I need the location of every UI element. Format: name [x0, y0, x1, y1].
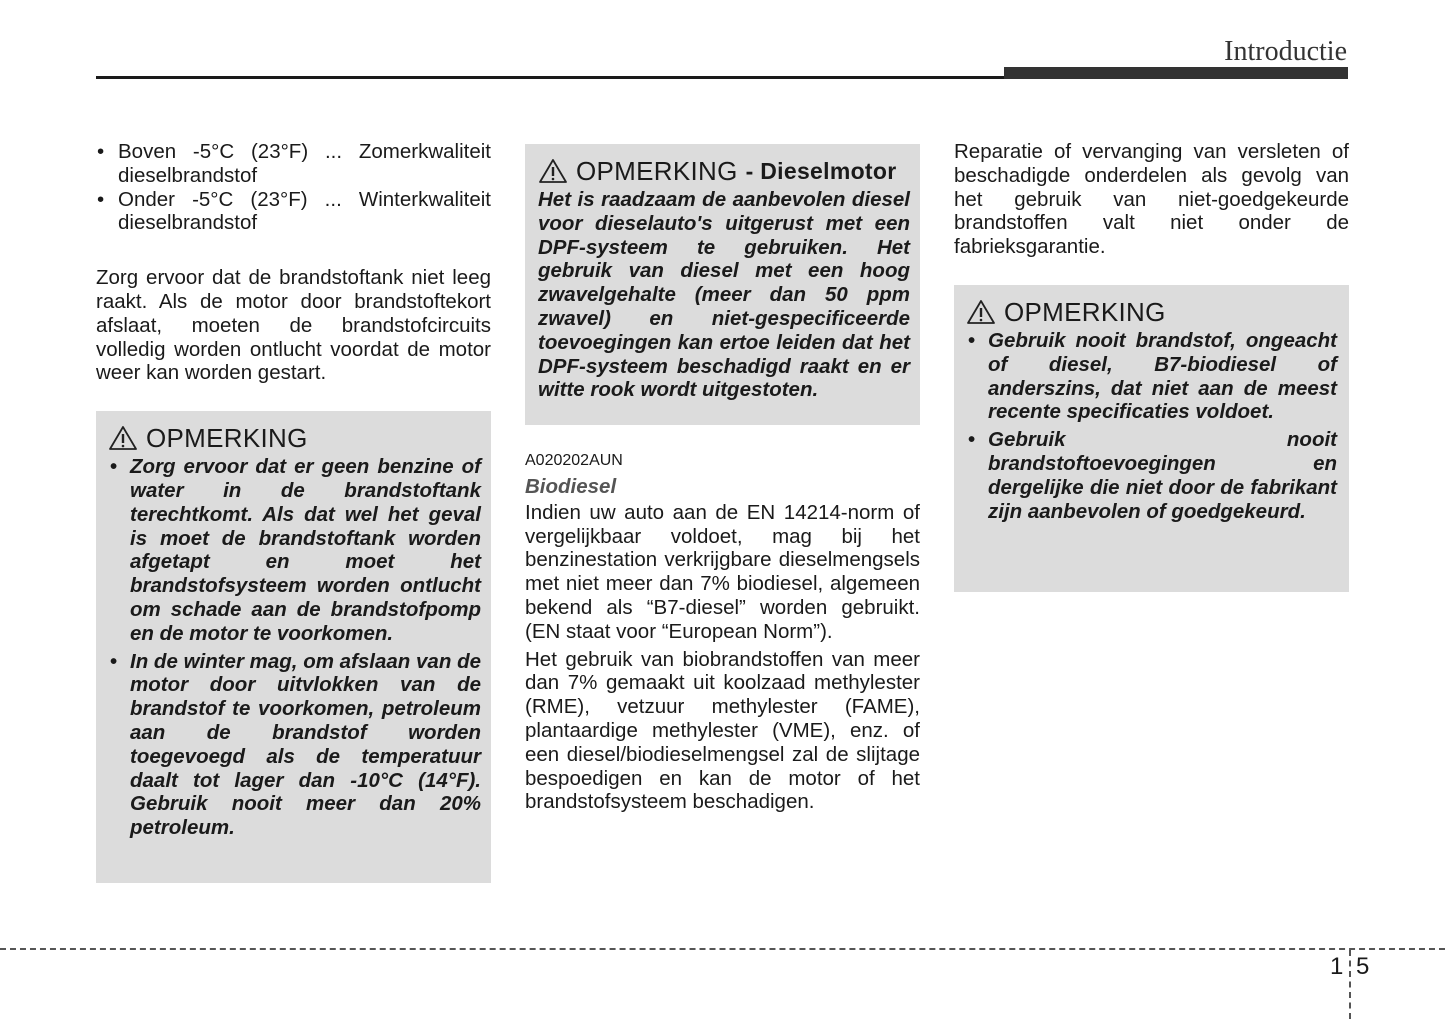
fuel-grade-list [96, 140, 491, 235]
warning-note-diesel [525, 144, 920, 425]
note-body [966, 329, 1337, 523]
note-body [108, 455, 481, 840]
section-code: A020202AUN [525, 452, 623, 469]
note-item: • Gebruik nooit brandstof, ongeacht of diesel, B7-biodiesel of anderszins, dat niet aan de meest recente specificaties voldoet. [966, 329, 1337, 424]
header-rule [96, 76, 1006, 79]
biodiesel-paragraph-1: Indien uw auto aan de EN 14214-norm of vergelijkbaar voldoet, mag bij het benzinestation verkrijgbare dieselmengsels met niet meer dan 7% biodiesel, algemeen bekend als “B7-diesel” worden gebruikt. (EN staat voor “European Norm”). [525, 500, 920, 643]
note-heading [538, 156, 910, 186]
list-item: • Boven -5°C (23°F) ... Zomerkwaliteit dieselbrandstof [96, 140, 491, 188]
note-title: OPMERKING [1004, 296, 1166, 327]
warning-triangle-icon [966, 299, 996, 325]
note-text: Het is raadzaam de aanbevolen diesel voor dieselauto's uitgerust met een DPF-systeem te gebruiken. Het gebruik van diesel met een hoog zwavelgehalte (meer dan 50 ppm zwavel) en niet-gespecificeerde toevoegingen kan ertoe leiden dat het DPF-systeem beschadigd raakt en er witte rook wordt uitgestoten. [538, 188, 910, 402]
section-number: 1 [1330, 953, 1344, 980]
warning-note-fuel-quality [954, 285, 1349, 592]
page-title: Introductie [1224, 36, 1347, 67]
section-heading: Biodiesel [525, 475, 617, 498]
note-item: • In de winter mag, om afslaan van de motor door uitvlokken van de brandstof te voorkomen, petroleum aan de brandstof worden toegevoegd als de temperatuur daalt tot lager dan -10°C (14°F). Gebruik nooit meer dan 20% petroleum. [108, 650, 481, 840]
page-number-divider [1349, 950, 1351, 1019]
note-title: OPMERKING [146, 423, 308, 454]
column-left [96, 140, 491, 883]
note-heading [108, 423, 481, 453]
fuel-tank-paragraph: Zorg ervoor dat de brandstoftank niet leeg raakt. Als de motor door brandstoftekort afslaat, moeten de brandstofcircuits volledig worden ontlucht voordat de motor weer kan worden gestart. [96, 266, 491, 385]
page-number: 5 [1356, 953, 1370, 980]
header-rule-accent [1004, 67, 1348, 79]
note-heading [966, 297, 1337, 327]
column-right [954, 140, 1349, 592]
warning-note-fuel [96, 411, 491, 883]
warning-triangle-icon [108, 425, 138, 451]
warning-triangle-icon [538, 158, 568, 184]
note-subtitle: - Dieselmotor [745, 158, 897, 184]
note-title: OPMERKING [576, 156, 738, 186]
footer-divider [0, 948, 1445, 950]
warranty-paragraph: Reparatie of vervanging van versleten of beschadigde onderdelen als gevolg van het gebruik van niet-goedgekeurde brandstoffen valt niet onder de fabrieksgarantie. [954, 140, 1349, 259]
column-middle [525, 144, 920, 814]
biodiesel-paragraph-2: Het gebruik van biobrandstoffen van meer dan 7% gemaakt uit koolzaad methylester (RME), vetzuur methylester (FAME), plantaardige methylester (VME), enz. of een diesel/biodieselmengsel zal de slijtage bespoedigen en kan de motor of het brandstofsysteem beschadigen. [525, 647, 920, 814]
note-body [538, 188, 910, 402]
list-item: • Onder -5°C (23°F) ... Winterkwaliteit dieselbrandstof [96, 188, 491, 236]
note-item: • Zorg ervoor dat er geen benzine of water in de brandstoftank terechtkomt. Als dat wel het geval is moet de brandstoftank worden afgetapt en moet het brandstofsysteem worden ontlucht om schade aan de brandstofpomp en de motor te voorkomen. [108, 455, 481, 645]
note-item: • Gebruik nooit brandstoftoevoegingen en dergelijke die niet door de fabrikant zijn aanbevolen of goedgekeurd. [966, 428, 1337, 523]
